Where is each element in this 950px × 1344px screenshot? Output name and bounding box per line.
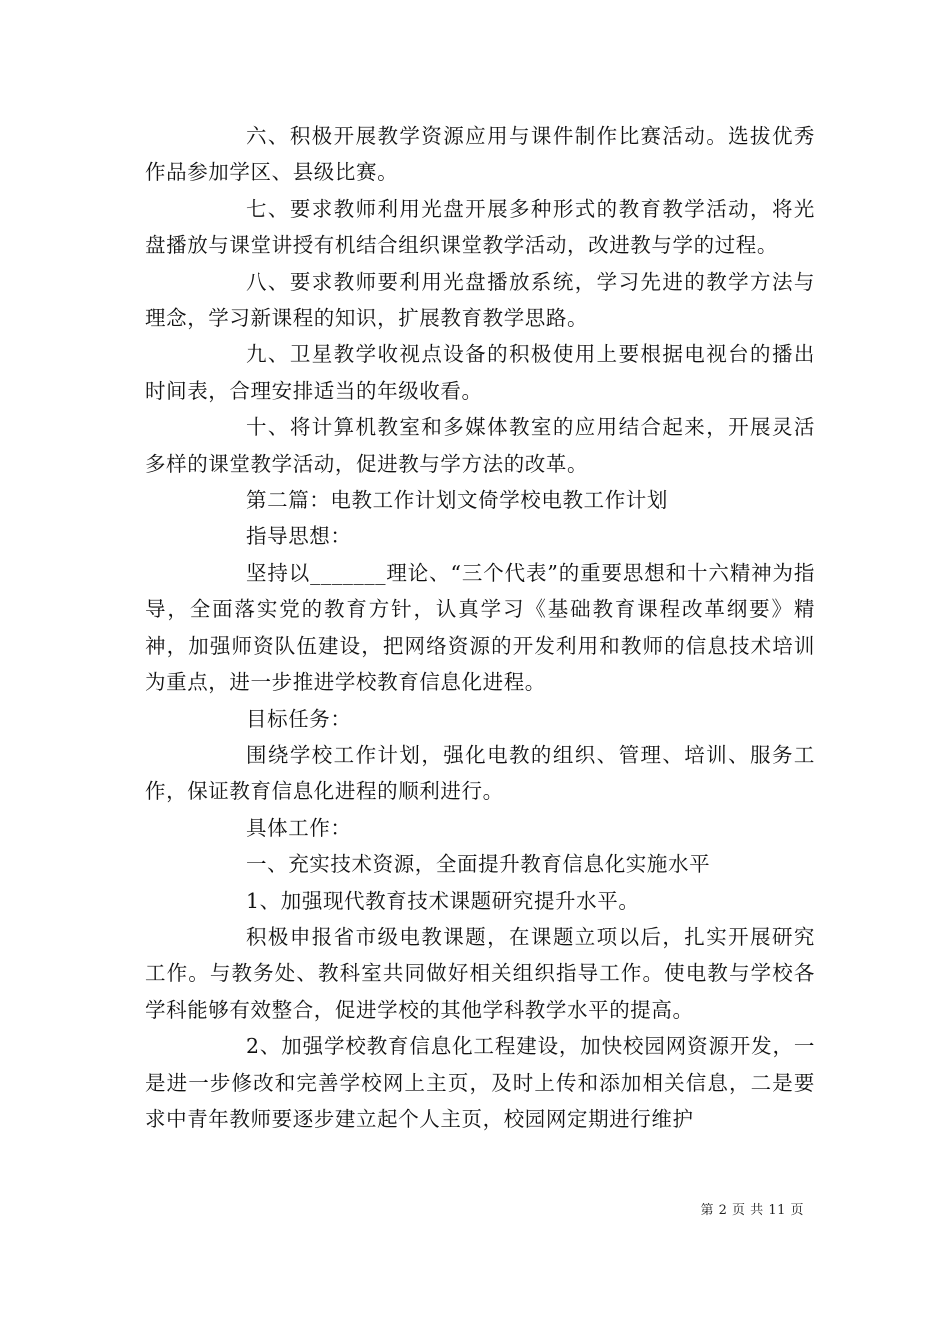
paragraph-item-9: 九、卫星教学收视点设备的积极使用上要根据电视台的播出时间表，合理安排适当的年级收看。 bbox=[145, 342, 815, 403]
specific-work-heading: 具体工作： bbox=[246, 815, 352, 840]
paragraph-item-8: 八、要求教师要利用光盘播放系统，学习先进的教学方法与理念，学习新课程的知识，扩展教育教学思路。 bbox=[145, 269, 815, 331]
work-item-1-heading: 1、加强现代教育技术课题研究提升水平。 bbox=[246, 888, 640, 913]
guiding-ideology-heading: 指导思想： bbox=[246, 524, 352, 549]
goal-task-text: 围绕学校工作计划，强化电教的组织、管理、培训、服务工作，保证教育信息化进程的顺利进行。 bbox=[145, 742, 815, 804]
goal-task-heading: 目标任务： bbox=[246, 706, 352, 731]
paragraph-item-10: 十、将计算机教室和多媒体教室的应用结合起来，开展灵活多样的课堂教学活动，促进教与学方法的改革。 bbox=[145, 415, 815, 476]
section-title: 第二篇：电教工作计划文倚学校电教工作计划 bbox=[246, 488, 668, 513]
document-body bbox=[145, 118, 815, 1137]
work-section-1-heading: 一、充实技术资源，全面提升教育信息化实施水平 bbox=[246, 852, 711, 877]
page-footer: 第 2 页 共 11 页 bbox=[700, 1203, 804, 1218]
paragraph-item-7: 七、要求教师利用光盘开展多种形式的教育教学活动，将光盘播放与课堂讲授有机结合组织课堂教学活动，改进教与学的过程。 bbox=[145, 196, 815, 258]
guiding-ideology-text: 坚持以_______理论、“三个代表”的重要思想和十六精神为指导，全面落实党的教育方针，认真学习《基础教育课程改革纲要》精神，加强师资队伍建设，把网络资源的开发利用和教师的信息技术培训为重点，进一步推进学校教育信息化进程。 bbox=[145, 560, 815, 695]
work-item-1-text: 积极申报省市级电教课题，在课题立项以后，扎实开展研究工作。与教务处、教科室共同做好相关组织指导工作。使电教与学校各学科能够有效整合，促进学校的其他学科教学水平的提高。 bbox=[145, 924, 815, 1022]
work-item-2-text: 2、加强学校教育信息化工程建设，加快校园网资源开发，一是进一步修改和完善学校网上主页，及时上传和添加相关信息，二是要求中青年教师要逐步建立起个人主页，校园网定期进行维护 bbox=[145, 1034, 815, 1131]
paragraph-item-6: 六、积极开展教学资源应用与课件制作比赛活动。选拔优秀作品参加学区、县级比赛。 bbox=[145, 124, 815, 185]
